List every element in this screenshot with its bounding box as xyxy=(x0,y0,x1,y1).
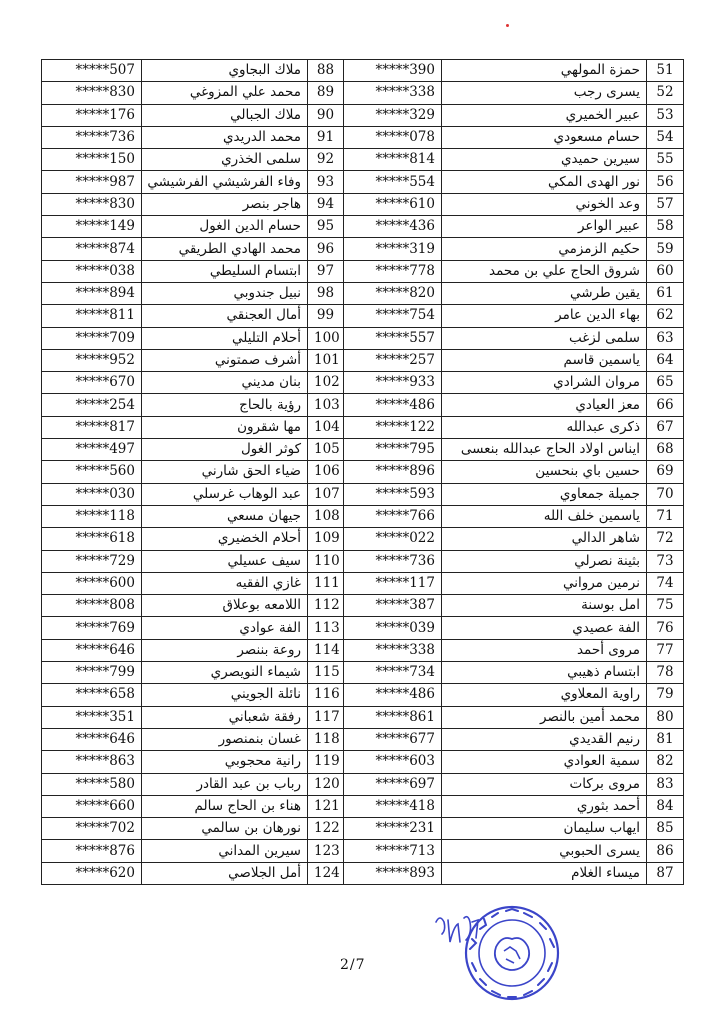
right-name-cell: سلمى لزغب xyxy=(442,327,647,349)
right-name-cell: يسرى الحبوبي xyxy=(442,840,647,862)
left-number-cell: 96 xyxy=(308,238,344,260)
left-number-cell: 118 xyxy=(308,728,344,750)
left-name-cell: غازي الفقيه xyxy=(142,572,308,594)
right-code-cell: *****734 xyxy=(344,662,442,684)
right-number-cell: 85 xyxy=(647,818,684,840)
table-row xyxy=(42,171,684,193)
right-code-cell: *****557 xyxy=(344,327,442,349)
left-code-cell: *****507 xyxy=(42,60,142,82)
left-code-cell: *****736 xyxy=(42,126,142,148)
left-name-cell: وفاء الفرشيشي الفرشيشي xyxy=(142,171,308,193)
right-number-cell: 62 xyxy=(647,305,684,327)
left-code-cell: *****799 xyxy=(42,662,142,684)
left-number-cell: 113 xyxy=(308,617,344,639)
right-name-cell: مروان الشرادي xyxy=(442,372,647,394)
left-name-cell: روعة بننصر xyxy=(142,639,308,661)
left-name-cell: رباب بن عبد القادر xyxy=(142,773,308,795)
right-code-cell: *****554 xyxy=(344,171,442,193)
left-name-cell: ملاك الجبالي xyxy=(142,104,308,126)
right-number-cell: 66 xyxy=(647,394,684,416)
left-number-cell: 95 xyxy=(308,216,344,238)
left-name-cell: أشرف صمتوني xyxy=(142,349,308,371)
left-number-cell: 115 xyxy=(308,662,344,684)
right-name-cell: شاهر الدالي xyxy=(442,528,647,550)
right-code-cell: *****933 xyxy=(344,372,442,394)
table-row xyxy=(42,260,684,282)
left-name-cell: سلمى الخذري xyxy=(142,149,308,171)
table-row xyxy=(42,684,684,706)
right-name-cell: محمد أمين بالنصر xyxy=(442,706,647,728)
right-number-cell: 71 xyxy=(647,505,684,527)
right-code-cell: *****861 xyxy=(344,706,442,728)
left-number-cell: 101 xyxy=(308,349,344,371)
table-row xyxy=(42,60,684,82)
left-name-cell: محمد الهادي الطريقي xyxy=(142,238,308,260)
right-name-cell: نرمين مرواني xyxy=(442,572,647,594)
table-row xyxy=(42,505,684,527)
left-number-cell: 92 xyxy=(308,149,344,171)
left-number-cell: 93 xyxy=(308,171,344,193)
right-number-cell: 51 xyxy=(647,60,684,82)
left-name-cell: رفقة شعباني xyxy=(142,706,308,728)
right-name-cell: ميساء الغلام xyxy=(442,862,647,884)
right-name-cell: نور الهدى المكي xyxy=(442,171,647,193)
left-number-cell: 121 xyxy=(308,795,344,817)
left-number-cell: 107 xyxy=(308,483,344,505)
left-code-cell: *****646 xyxy=(42,728,142,750)
official-stamp xyxy=(462,903,562,1003)
right-code-cell: *****820 xyxy=(344,282,442,304)
left-code-cell: *****176 xyxy=(42,104,142,126)
table-row xyxy=(42,773,684,795)
table-row xyxy=(42,728,684,750)
table-row xyxy=(42,126,684,148)
left-code-cell: *****254 xyxy=(42,394,142,416)
right-name-cell: حمزة المولهي xyxy=(442,60,647,82)
right-name-cell: ايناس اولاد الحاج عبدالله بنعسى xyxy=(442,439,647,461)
right-code-cell: *****390 xyxy=(344,60,442,82)
right-name-cell: امل بوسنة xyxy=(442,595,647,617)
left-number-cell: 108 xyxy=(308,505,344,527)
right-name-cell: ياسمين قاسم xyxy=(442,349,647,371)
left-name-cell: ملاك البجاوي xyxy=(142,60,308,82)
left-name-cell: محمد الدريدي xyxy=(142,126,308,148)
right-code-cell: *****677 xyxy=(344,728,442,750)
table-row xyxy=(42,483,684,505)
table-row xyxy=(42,394,684,416)
table-row xyxy=(42,149,684,171)
left-number-cell: 99 xyxy=(308,305,344,327)
left-name-cell: كوثر الغول xyxy=(142,439,308,461)
right-code-cell: *****257 xyxy=(344,349,442,371)
table-row xyxy=(42,595,684,617)
left-code-cell: *****658 xyxy=(42,684,142,706)
right-code-cell: *****122 xyxy=(344,416,442,438)
right-number-cell: 64 xyxy=(647,349,684,371)
left-code-cell: *****952 xyxy=(42,349,142,371)
right-name-cell: عبير الخميري xyxy=(442,104,647,126)
left-name-cell: أحلام التليلي xyxy=(142,327,308,349)
right-code-cell: *****039 xyxy=(344,617,442,639)
right-number-cell: 69 xyxy=(647,461,684,483)
table-row xyxy=(42,528,684,550)
left-code-cell: *****769 xyxy=(42,617,142,639)
left-code-cell: *****646 xyxy=(42,639,142,661)
left-code-cell: *****351 xyxy=(42,706,142,728)
right-code-cell: *****795 xyxy=(344,439,442,461)
right-number-cell: 54 xyxy=(647,126,684,148)
right-number-cell: 74 xyxy=(647,572,684,594)
left-number-cell: 104 xyxy=(308,416,344,438)
left-number-cell: 90 xyxy=(308,104,344,126)
table-row xyxy=(42,572,684,594)
right-code-cell: *****486 xyxy=(344,394,442,416)
table-row xyxy=(42,840,684,862)
left-name-cell: الفة عوادي xyxy=(142,617,308,639)
left-number-cell: 89 xyxy=(308,82,344,104)
right-name-cell: مروى أحمد xyxy=(442,639,647,661)
table-row xyxy=(42,662,684,684)
right-name-cell: وعد الخوني xyxy=(442,193,647,215)
right-number-cell: 56 xyxy=(647,171,684,193)
right-code-cell: *****338 xyxy=(344,639,442,661)
left-code-cell: *****670 xyxy=(42,372,142,394)
table-row xyxy=(42,193,684,215)
right-number-cell: 77 xyxy=(647,639,684,661)
left-code-cell: *****497 xyxy=(42,439,142,461)
left-name-cell: سيف عسيلي xyxy=(142,550,308,572)
table-row xyxy=(42,706,684,728)
table-row xyxy=(42,862,684,884)
left-code-cell: *****030 xyxy=(42,483,142,505)
left-code-cell: *****811 xyxy=(42,305,142,327)
right-code-cell: *****893 xyxy=(344,862,442,884)
right-code-cell: *****754 xyxy=(344,305,442,327)
left-number-cell: 105 xyxy=(308,439,344,461)
right-code-cell: *****117 xyxy=(344,572,442,594)
right-number-cell: 58 xyxy=(647,216,684,238)
right-number-cell: 86 xyxy=(647,840,684,862)
right-number-cell: 78 xyxy=(647,662,684,684)
left-name-cell: نائلة الجويني xyxy=(142,684,308,706)
left-code-cell: *****038 xyxy=(42,260,142,282)
left-number-cell: 91 xyxy=(308,126,344,148)
left-code-cell: *****620 xyxy=(42,862,142,884)
left-code-cell: *****729 xyxy=(42,550,142,572)
table-row xyxy=(42,416,684,438)
left-name-cell: ضياء الحق شارني xyxy=(142,461,308,483)
table-row xyxy=(42,550,684,572)
right-name-cell: ذكرى عبدالله xyxy=(442,416,647,438)
table-body xyxy=(42,60,684,885)
left-name-cell: نبيل جندوبي xyxy=(142,282,308,304)
right-code-cell: *****022 xyxy=(344,528,442,550)
left-name-cell: مها شقرون xyxy=(142,416,308,438)
right-code-cell: *****814 xyxy=(344,149,442,171)
left-code-cell: *****830 xyxy=(42,193,142,215)
right-name-cell: سمية العوادي xyxy=(442,751,647,773)
right-number-cell: 67 xyxy=(647,416,684,438)
left-name-cell: هاجر بنصر xyxy=(142,193,308,215)
table-row xyxy=(42,795,684,817)
left-number-cell: 106 xyxy=(308,461,344,483)
table-row xyxy=(42,439,684,461)
right-name-cell: شروق الحاج علي بن محمد xyxy=(442,260,647,282)
left-number-cell: 111 xyxy=(308,572,344,594)
right-name-cell: رنيم القديدي xyxy=(442,728,647,750)
left-number-cell: 88 xyxy=(308,60,344,82)
right-name-cell: عبير الواعر xyxy=(442,216,647,238)
right-name-cell: جميلة جمعاوي xyxy=(442,483,647,505)
right-number-cell: 55 xyxy=(647,149,684,171)
right-name-cell: بهاء الدين عامر xyxy=(442,305,647,327)
left-number-cell: 97 xyxy=(308,260,344,282)
left-number-cell: 116 xyxy=(308,684,344,706)
right-code-cell: *****436 xyxy=(344,216,442,238)
left-code-cell: *****874 xyxy=(42,238,142,260)
table-row xyxy=(42,305,684,327)
table-row xyxy=(42,238,684,260)
left-number-cell: 109 xyxy=(308,528,344,550)
left-number-cell: 122 xyxy=(308,818,344,840)
left-name-cell: جيهان مسعي xyxy=(142,505,308,527)
left-name-cell: أحلام الخضيري xyxy=(142,528,308,550)
left-number-cell: 103 xyxy=(308,394,344,416)
right-number-cell: 81 xyxy=(647,728,684,750)
right-name-cell: الفة عصيدي xyxy=(442,617,647,639)
left-name-cell: غسان بنمنصور xyxy=(142,728,308,750)
right-number-cell: 80 xyxy=(647,706,684,728)
left-name-cell: رانية محجوبي xyxy=(142,751,308,773)
left-code-cell: *****118 xyxy=(42,505,142,527)
left-code-cell: *****987 xyxy=(42,171,142,193)
right-name-cell: يقين طرشي xyxy=(442,282,647,304)
left-code-cell: *****618 xyxy=(42,528,142,550)
right-code-cell: *****697 xyxy=(344,773,442,795)
right-number-cell: 52 xyxy=(647,82,684,104)
left-code-cell: *****863 xyxy=(42,751,142,773)
right-code-cell: *****778 xyxy=(344,260,442,282)
table-row xyxy=(42,751,684,773)
right-name-cell: ابتسام ذهيبي xyxy=(442,662,647,684)
right-number-cell: 60 xyxy=(647,260,684,282)
right-number-cell: 75 xyxy=(647,595,684,617)
right-number-cell: 65 xyxy=(647,372,684,394)
left-name-cell: بنان مديني xyxy=(142,372,308,394)
right-number-cell: 63 xyxy=(647,327,684,349)
left-number-cell: 119 xyxy=(308,751,344,773)
right-code-cell: *****338 xyxy=(344,82,442,104)
right-name-cell: معز العيادي xyxy=(442,394,647,416)
left-name-cell: سيرين المداني xyxy=(142,840,308,862)
right-name-cell: مروى بركات xyxy=(442,773,647,795)
right-code-cell: *****896 xyxy=(344,461,442,483)
right-number-cell: 83 xyxy=(647,773,684,795)
left-number-cell: 117 xyxy=(308,706,344,728)
right-code-cell: *****231 xyxy=(344,818,442,840)
table-row xyxy=(42,349,684,371)
right-code-cell: *****329 xyxy=(344,104,442,126)
left-code-cell: *****660 xyxy=(42,795,142,817)
left-number-cell: 94 xyxy=(308,193,344,215)
left-name-cell: أمل الجلاصي xyxy=(142,862,308,884)
left-name-cell: هناء بن الحاج سالم xyxy=(142,795,308,817)
right-number-cell: 70 xyxy=(647,483,684,505)
left-name-cell: عبد الوهاب غرسلي xyxy=(142,483,308,505)
right-code-cell: *****713 xyxy=(344,840,442,862)
table-row xyxy=(42,327,684,349)
left-code-cell: *****808 xyxy=(42,595,142,617)
table-row xyxy=(42,82,684,104)
right-name-cell: حسين باي بنحسين xyxy=(442,461,647,483)
left-code-cell: *****580 xyxy=(42,773,142,795)
right-name-cell: بثينة نصرلي xyxy=(442,550,647,572)
right-code-cell: *****603 xyxy=(344,751,442,773)
right-number-cell: 84 xyxy=(647,795,684,817)
right-name-cell: راوية المعلاوي xyxy=(442,684,647,706)
table-row xyxy=(42,461,684,483)
left-number-cell: 112 xyxy=(308,595,344,617)
right-number-cell: 61 xyxy=(647,282,684,304)
right-number-cell: 79 xyxy=(647,684,684,706)
right-name-cell: سيرين حميدي xyxy=(442,149,647,171)
page-number: 2/7 xyxy=(340,957,366,973)
left-number-cell: 110 xyxy=(308,550,344,572)
right-name-cell: ياسمين خلف الله xyxy=(442,505,647,527)
table-row xyxy=(42,104,684,126)
left-name-cell: حسام الدين الغول xyxy=(142,216,308,238)
table-row xyxy=(42,617,684,639)
left-name-cell: محمد علي المزوغي xyxy=(142,82,308,104)
right-name-cell: أحمد بثوري xyxy=(442,795,647,817)
left-number-cell: 123 xyxy=(308,840,344,862)
left-number-cell: 124 xyxy=(308,862,344,884)
right-name-cell: حكيم الزمزمي xyxy=(442,238,647,260)
left-code-cell: *****709 xyxy=(42,327,142,349)
left-number-cell: 100 xyxy=(308,327,344,349)
right-code-cell: *****078 xyxy=(344,126,442,148)
right-code-cell: *****593 xyxy=(344,483,442,505)
left-code-cell: *****817 xyxy=(42,416,142,438)
left-name-cell: أمال العجنقي xyxy=(142,305,308,327)
left-code-cell: *****830 xyxy=(42,82,142,104)
right-number-cell: 53 xyxy=(647,104,684,126)
right-number-cell: 59 xyxy=(647,238,684,260)
left-code-cell: *****150 xyxy=(42,149,142,171)
left-name-cell: ابتسام السليطي xyxy=(142,260,308,282)
left-code-cell: *****560 xyxy=(42,461,142,483)
right-name-cell: يسرى رجب xyxy=(442,82,647,104)
top-mark xyxy=(506,24,509,27)
left-code-cell: *****894 xyxy=(42,282,142,304)
right-number-cell: 72 xyxy=(647,528,684,550)
table-row xyxy=(42,372,684,394)
names-table xyxy=(41,59,684,885)
left-number-cell: 102 xyxy=(308,372,344,394)
left-code-cell: *****600 xyxy=(42,572,142,594)
right-number-cell: 82 xyxy=(647,751,684,773)
left-name-cell: رؤية بالحاج xyxy=(142,394,308,416)
left-name-cell: نورهان بن سالمي xyxy=(142,818,308,840)
right-number-cell: 73 xyxy=(647,550,684,572)
table-row xyxy=(42,216,684,238)
left-code-cell: *****876 xyxy=(42,840,142,862)
table-row xyxy=(42,639,684,661)
right-code-cell: *****418 xyxy=(344,795,442,817)
left-name-cell: شيماء النويصري xyxy=(142,662,308,684)
right-number-cell: 76 xyxy=(647,617,684,639)
right-number-cell: 87 xyxy=(647,862,684,884)
left-code-cell: *****149 xyxy=(42,216,142,238)
right-number-cell: 68 xyxy=(647,439,684,461)
table-row xyxy=(42,282,684,304)
left-name-cell: اللامعه بوعلاق xyxy=(142,595,308,617)
right-code-cell: *****766 xyxy=(344,505,442,527)
right-code-cell: *****387 xyxy=(344,595,442,617)
right-code-cell: *****610 xyxy=(344,193,442,215)
right-code-cell: *****736 xyxy=(344,550,442,572)
left-number-cell: 120 xyxy=(308,773,344,795)
right-name-cell: ايهاب سليمان xyxy=(442,818,647,840)
left-number-cell: 98 xyxy=(308,282,344,304)
right-code-cell: *****486 xyxy=(344,684,442,706)
right-name-cell: حسام مسعودي xyxy=(442,126,647,148)
table-row xyxy=(42,818,684,840)
right-number-cell: 57 xyxy=(647,193,684,215)
left-number-cell: 114 xyxy=(308,639,344,661)
right-code-cell: *****319 xyxy=(344,238,442,260)
left-code-cell: *****702 xyxy=(42,818,142,840)
